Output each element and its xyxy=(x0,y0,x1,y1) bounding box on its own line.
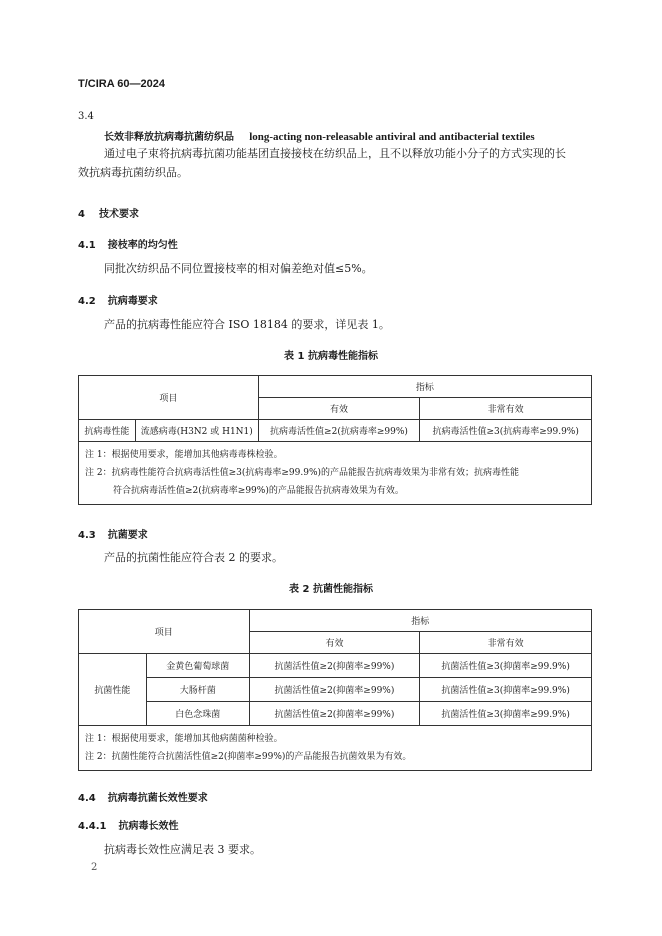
page-number: 2 xyxy=(91,862,98,873)
table2-row-category: 抗菌性能 xyxy=(79,654,147,726)
table2-row-very-effective: 抗菌活性值≥3(抑菌率≥99.9%) xyxy=(420,702,592,726)
table1-header-item: 项目 xyxy=(79,376,259,420)
table2-notes xyxy=(79,726,592,771)
table1-caption: 表 1 抗病毒性能指标 xyxy=(284,351,378,362)
term-entry xyxy=(104,128,535,143)
table2-header-effective: 有效 xyxy=(249,632,420,654)
table1-row-very-effective: 抗病毒活性值≥3(抗病毒率≥99.9%) xyxy=(420,420,592,442)
table2-row-very-effective: 抗菌活性值≥3(抑菌率≥99.9%) xyxy=(420,654,592,678)
section-4-4-1-text: 抗病毒长效性应满足表 3 要求。 xyxy=(104,843,261,856)
section-4-1-heading xyxy=(78,236,178,251)
table1-row-name: 流感病毒(H3N2 或 H1N1) xyxy=(135,420,258,442)
table2-header-item: 项目 xyxy=(79,610,250,654)
table2-row-very-effective: 抗菌活性值≥3(抑菌率≥99.9%) xyxy=(420,678,592,702)
table1-header-index: 指标 xyxy=(258,376,591,398)
table2-row-effective: 抗菌活性值≥2(抑菌率≥99%) xyxy=(249,654,420,678)
table-2 xyxy=(78,609,592,771)
table2-header-very-effective: 非常有效 xyxy=(420,632,592,654)
table1-note-2b: 符合抗病毒活性值≥2(抗病毒率≥99%)的产品能报告抗病毒效果为有效。 xyxy=(113,486,404,496)
doc-code: T/CIRA 60—2024 xyxy=(78,78,166,90)
table1-row-category: 抗病毒性能 xyxy=(79,420,136,442)
term-definition-line2: 效抗病毒抗菌纺织品。 xyxy=(78,166,188,179)
term-en: long-acting non-releasable antiviral and antibacterial textiles xyxy=(249,131,535,143)
term-cn: 长效非释放抗病毒抗菌纺织品 xyxy=(104,132,234,143)
section-4-1-number: 4.1 xyxy=(78,240,96,251)
table1-header-effective: 有效 xyxy=(258,398,420,420)
table1-note-1: 注 1：根据使用要求，能增加其他病毒毒株检验。 xyxy=(85,450,283,460)
section-4-4-heading xyxy=(78,789,208,804)
section-4-2-title: 抗病毒要求 xyxy=(107,296,158,307)
section-4-title: 技术要求 xyxy=(98,209,139,220)
table2-row-effective: 抗菌活性值≥2(抑菌率≥99%) xyxy=(249,678,420,702)
section-4-2-text: 产品的抗病毒性能应符合 ISO 18184 的要求，详见表 1。 xyxy=(104,318,390,331)
table1-note-2a: 注 2：抗病毒性能符合抗病毒活性值≥3(抗病毒率≥99.9%)的产品能报告抗病毒效果为非常有效；抗病毒性能 xyxy=(85,468,520,478)
section-4-4-number: 4.4 xyxy=(78,793,96,804)
table2-header-index: 指标 xyxy=(249,610,591,632)
table2-row-name: 金黄色葡萄球菌 xyxy=(146,654,249,678)
section-4-number: 4 xyxy=(78,209,85,220)
table1-header-very-effective: 非常有效 xyxy=(420,398,592,420)
table2-row-name: 白色念珠菌 xyxy=(146,702,249,726)
section-3-4-number: 3.4 xyxy=(78,111,94,122)
section-4-3-title: 抗菌要求 xyxy=(107,530,148,541)
section-4-1-text: 同批次纺织品不同位置接枝率的相对偏差绝对值≤5%。 xyxy=(104,262,373,275)
table-1 xyxy=(78,375,592,505)
table1-notes xyxy=(79,442,592,505)
table2-row-effective: 抗菌活性值≥2(抑菌率≥99%) xyxy=(249,702,420,726)
table2-caption: 表 2 抗菌性能指标 xyxy=(289,584,373,595)
table1-row-effective: 抗病毒活性值≥2(抗病毒率≥99%) xyxy=(258,420,420,442)
section-4-4-1-number: 4.4.1 xyxy=(78,821,107,832)
section-4-4-1-heading xyxy=(78,817,178,832)
section-4-3-heading xyxy=(78,526,148,541)
table2-row-name: 大肠杆菌 xyxy=(146,678,249,702)
section-4-3-text: 产品的抗菌性能应符合表 2 的要求。 xyxy=(104,551,283,564)
section-4-1-title: 接枝率的均匀性 xyxy=(107,240,178,251)
section-4-heading xyxy=(78,205,139,220)
term-definition-line1: 通过电子束将抗病毒抗菌功能基团直接接枝在纺织品上，且不以释放功能小分子的方式实现的长 xyxy=(104,147,566,160)
section-4-4-1-title: 抗病毒长效性 xyxy=(118,821,179,832)
section-4-4-title: 抗病毒抗菌长效性要求 xyxy=(107,793,208,804)
table2-note-2: 注 2：抗菌性能符合抗菌活性值≥2(抑菌率≥99%)的产品能报告抗菌效果为有效。 xyxy=(85,752,412,762)
table2-note-1: 注 1：根据使用要求，能增加其他病菌菌种检验。 xyxy=(85,734,283,744)
section-4-2-number: 4.2 xyxy=(78,296,96,307)
section-4-2-heading xyxy=(78,292,158,307)
section-4-3-number: 4.3 xyxy=(78,530,96,541)
